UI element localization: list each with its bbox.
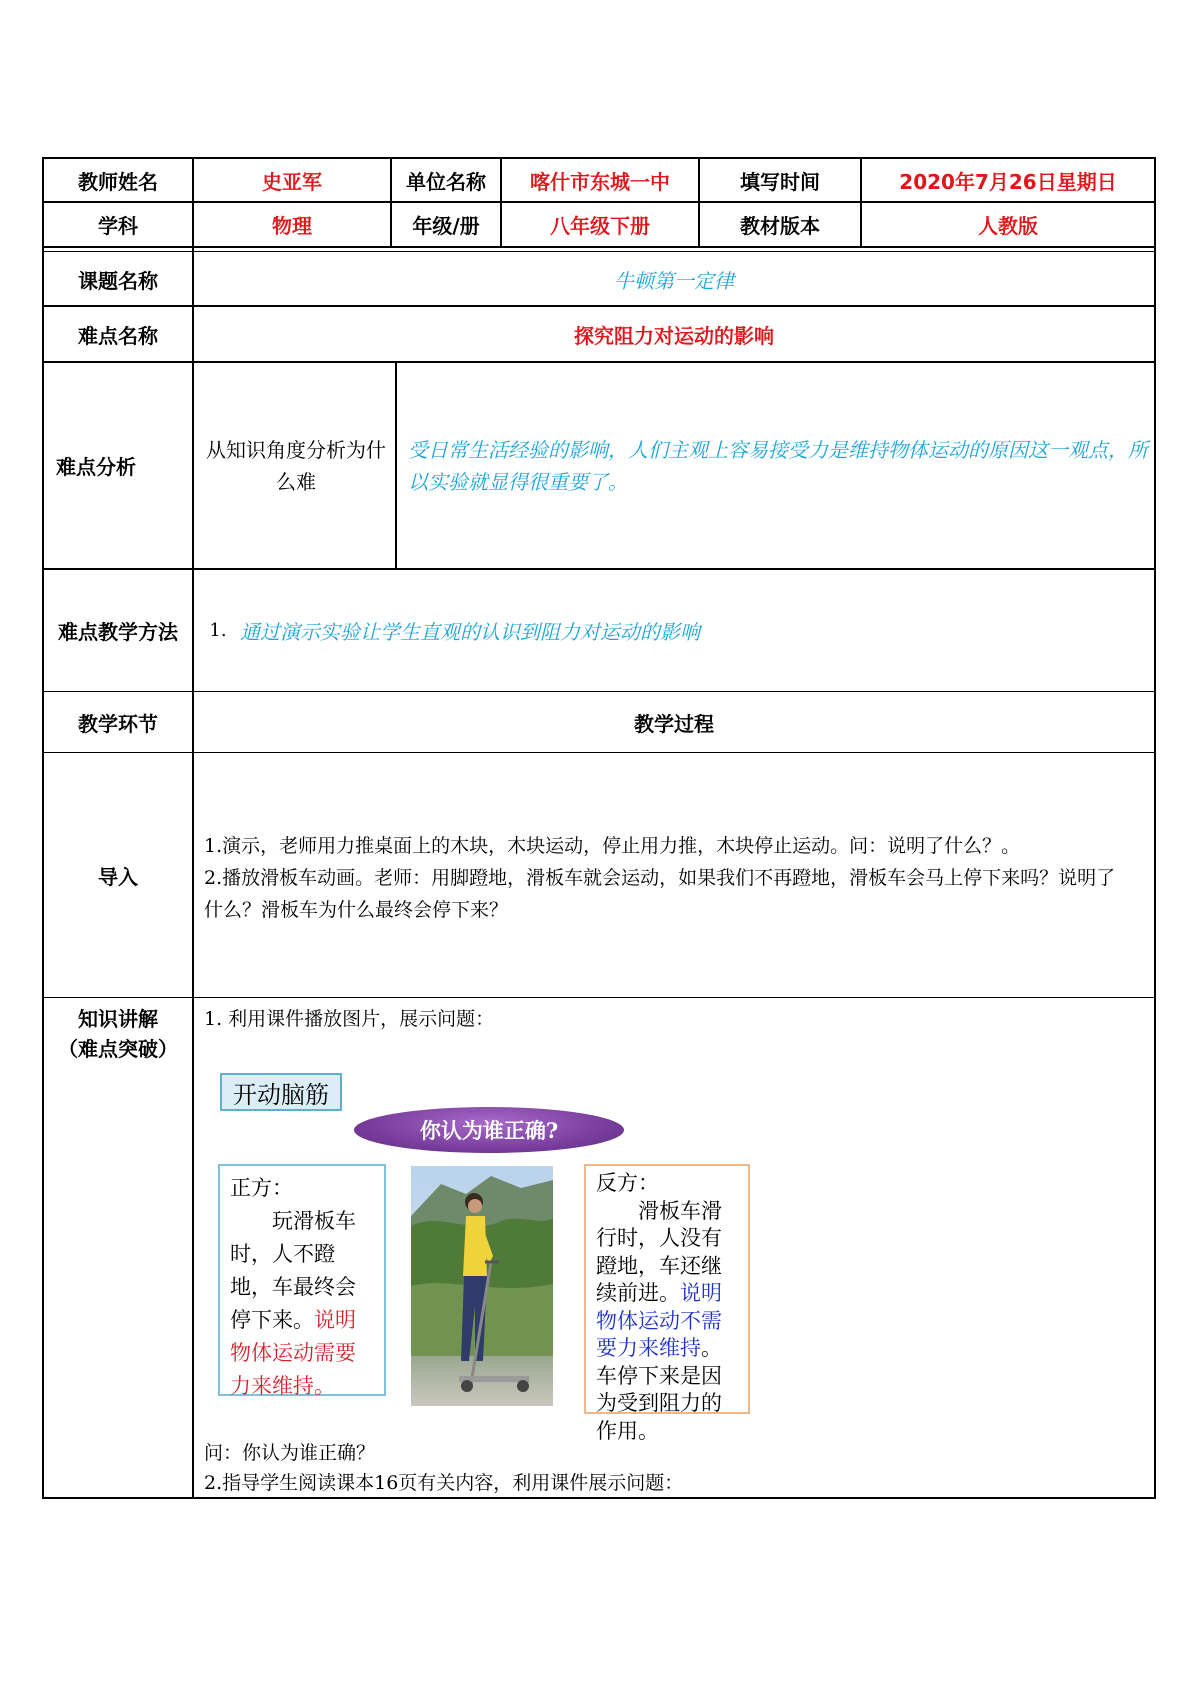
method-number: 1.: [209, 620, 227, 641]
knowledge-ask: 问：你认为谁正确？: [204, 1442, 376, 1464]
intro-body: [204, 830, 1124, 926]
con-body: [596, 1198, 738, 1446]
knowledge-label-line-1: 知识讲解: [78, 1007, 158, 1031]
method-label: 难点教学方法: [58, 620, 178, 644]
date-value: 2020年7月26日星期日: [899, 169, 1117, 194]
pro-text: 玩滑板车时，人不蹬地，车最终会停下来。: [230, 1209, 356, 1332]
difficulty-label: 难点名称: [78, 323, 158, 348]
unit-value: 喀什市东城一中: [530, 169, 670, 194]
analysis-sublabel: 从知识角度分析为什么难: [206, 437, 386, 494]
difficulty-value: 探究阻力对运动的影响: [574, 323, 774, 348]
method-text: 通过演示实验让学生直观的认识到阻力对运动的影响: [240, 620, 700, 644]
knowledge-label-line-2: （难点突破）: [58, 1037, 178, 1061]
unit-label: 单位名称: [406, 169, 486, 194]
con-heading: 反方：: [596, 1171, 659, 1195]
pro-argument-box: [218, 1164, 386, 1396]
con-tail: 。车停下来是因为受到阻力的作用。: [596, 1336, 722, 1443]
analysis-label: 难点分析: [56, 455, 136, 479]
pro-highlight: 说明物体运动需要力来维持。: [230, 1308, 356, 1398]
knowledge-step-1: 1. 利用课件播放图片，展示问题：: [204, 1008, 495, 1030]
topic-value: 牛顿第一定律: [614, 268, 734, 293]
courseware-slide: [206, 1061, 758, 1443]
slide-question-bubble: 你认为谁正确?: [354, 1107, 624, 1153]
intro-label: 导入: [98, 864, 138, 889]
subject-label: 学科: [98, 214, 138, 238]
teacher-name-value: 史亚军: [262, 169, 322, 194]
process-value: 教学过程: [634, 711, 714, 736]
subject-value: 物理: [272, 214, 312, 238]
con-text: 滑板车滑行时，人没有蹬地，车还继续前进。: [596, 1198, 722, 1305]
edition-label: 教材版本: [740, 214, 820, 238]
date-label: 填写时间: [740, 169, 820, 194]
pro-heading: 正方：: [230, 1176, 293, 1200]
knowledge-label: [44, 1004, 192, 1064]
knowledge-step-2: 2.指导学生阅读课本16页有关内容，利用课件展示问题：: [204, 1472, 684, 1494]
intro-line-2: 2.播放滑板车动画。老师：用脚蹬地，滑板车就会运动，如果我们不再蹬地，滑板车会马上停下来吗？说明了什么？滑板车为什么最终会停下来？: [204, 867, 1116, 921]
con-highlight: 说明物体运动不需要力来维持: [596, 1281, 722, 1360]
pro-body: [230, 1205, 374, 1403]
teacher-name-label: 教师姓名: [78, 169, 158, 194]
topic-label: 课题名称: [78, 268, 158, 293]
edition-value: 人教版: [978, 214, 1038, 238]
slide-title: 开动脑筋: [220, 1073, 342, 1111]
intro-line-1: 1.演示，老师用力推桌面上的木块，木块运动，停止用力推，木块停止运动。问：说明了什么？。: [204, 835, 1021, 857]
grade-value: 八年级下册: [550, 214, 650, 238]
analysis-text: 受日常生活经验的影响，人们主观上容易接受力是维持物体运动的原因这一观点，所以实验就显得很重要了。: [408, 437, 1148, 494]
con-argument-box: [584, 1164, 750, 1443]
scooter-boy-photo: [411, 1166, 553, 1406]
process-label: 教学环节: [78, 711, 158, 736]
grade-label: 年级/册: [412, 214, 480, 238]
